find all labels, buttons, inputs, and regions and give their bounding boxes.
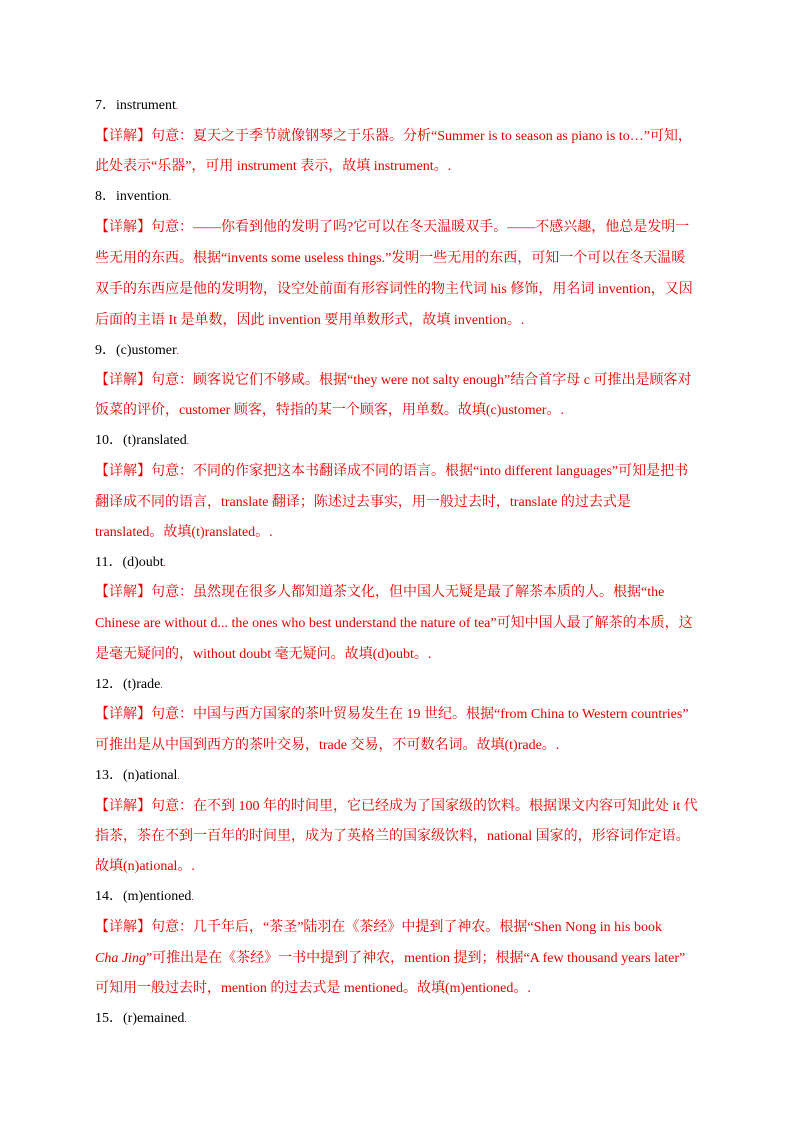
- explanation-14-line-2: Cha Jing”可推出是在《茶经》一书中提到了神农，mention 提到；根据“A few thousand years later”: [95, 951, 686, 966]
- explanation-7-line-2: 此处表示“乐器”，可用 instrument 表示，故填 instrument。.: [95, 159, 452, 174]
- explanation-11-line-2: Chinese are without d... the ones who best understand the nature of tea”可知中国人最了解茶的本质，这: [95, 616, 693, 631]
- explanation-11-line-1: 【详解】句意：虽然现在很多人都知道茶文化，但中国人无疑是最了解茶本质的人。根据“the: [95, 585, 665, 600]
- explanation-9-line-1: 【详解】句意：顾客说它们不够咸。根据“they were not salty enough”结合首字母 c 可推出是顾客对: [95, 373, 692, 388]
- explanation-12-line-2: 可推出是从中国到西方的茶叶交易，trade 交易，不可数名词。故填(t)rade。.: [95, 738, 560, 753]
- answer-12: 12．(t)rade.: [95, 677, 163, 692]
- explanation-9-line-2: 饭菜的评价，customer 顾客，特指的某一个顾客，用单数。故填(c)ustomer。.: [95, 403, 564, 418]
- answer-13: 13．(n)ational.: [95, 768, 180, 783]
- answer-15: 15．(r)emained.: [95, 1011, 187, 1026]
- answer-10: 10．(t)ranslated.: [95, 433, 189, 448]
- explanation-10-line-1: 【详解】句意：不同的作家把这本书翻译成不同的语言。根据“into different languages”可知是把书: [95, 464, 689, 479]
- explanation-14-line-1: 【详解】句意：几千年后，“茶圣”陆羽在《茶经》中提到了神农。根据“Shen Nong in his book: [95, 920, 662, 935]
- explanation-8-line-1: 【详解】句意：——你看到他的发明了吗?它可以在冬天温暖双手。——不感兴趣，他总是发明一: [95, 220, 690, 235]
- answer-14: 14．(m)entioned.: [95, 889, 194, 904]
- explanation-12-line-1: 【详解】句意：中国与西方国家的茶叶贸易发生在 19 世纪。根据“from China to Western countries”: [95, 707, 689, 722]
- explanation-8-line-3: 双手的东西应是他的发明物，设空处前面有形容词性的物主代词 his 修饰，用名词 invention，又因: [95, 282, 693, 297]
- explanation-13-line-3: 故填(n)ational。.: [95, 859, 195, 874]
- explanation-8-line-2: 些无用的东西。根据“invents some useless things.”发明一些无用的东西，可知一个可以在冬天温暖: [95, 251, 686, 266]
- answer-8: 8．invention.: [95, 189, 172, 204]
- answer-7: 7．instrument.: [95, 98, 179, 113]
- explanation-13-line-1: 【详解】句意：在不到 100 年的时间里，它已经成为了国家级的饮料。根据课文内容可知此处 it 代: [95, 799, 698, 814]
- explanation-7-line-1: 【详解】句意：夏天之于季节就像钢琴之于乐器。分析“Summer is to season as piano is to…”可知，: [95, 129, 692, 144]
- explanation-14-line-3: 可知用一般过去时，mention 的过去式是 mentioned。故填(m)entioned。.: [95, 981, 531, 996]
- explanation-13-line-2: 指茶，茶在不到一百年的时间里，成为了英格兰的国家级饮料，national 国家的，形容词作定语。: [95, 829, 690, 844]
- explanation-8-line-4: 后面的主语 It 是单数，因此 invention 要用单数形式，故填 invention。.: [95, 313, 525, 328]
- explanation-11-line-3: 是毫无疑问的，without doubt 毫无疑问。故填(d)oubt。.: [95, 647, 432, 662]
- explanation-10-line-3: translated。故填(t)ranslated。.: [95, 525, 273, 540]
- answer-11: 11．(d)oubt.: [95, 555, 166, 570]
- explanation-10-line-2: 翻译成不同的语言，translate 翻译；陈述过去事实，用一般过去时，translate 的过去式是: [95, 495, 631, 510]
- answer-9: 9．(c)ustomer.: [95, 343, 179, 358]
